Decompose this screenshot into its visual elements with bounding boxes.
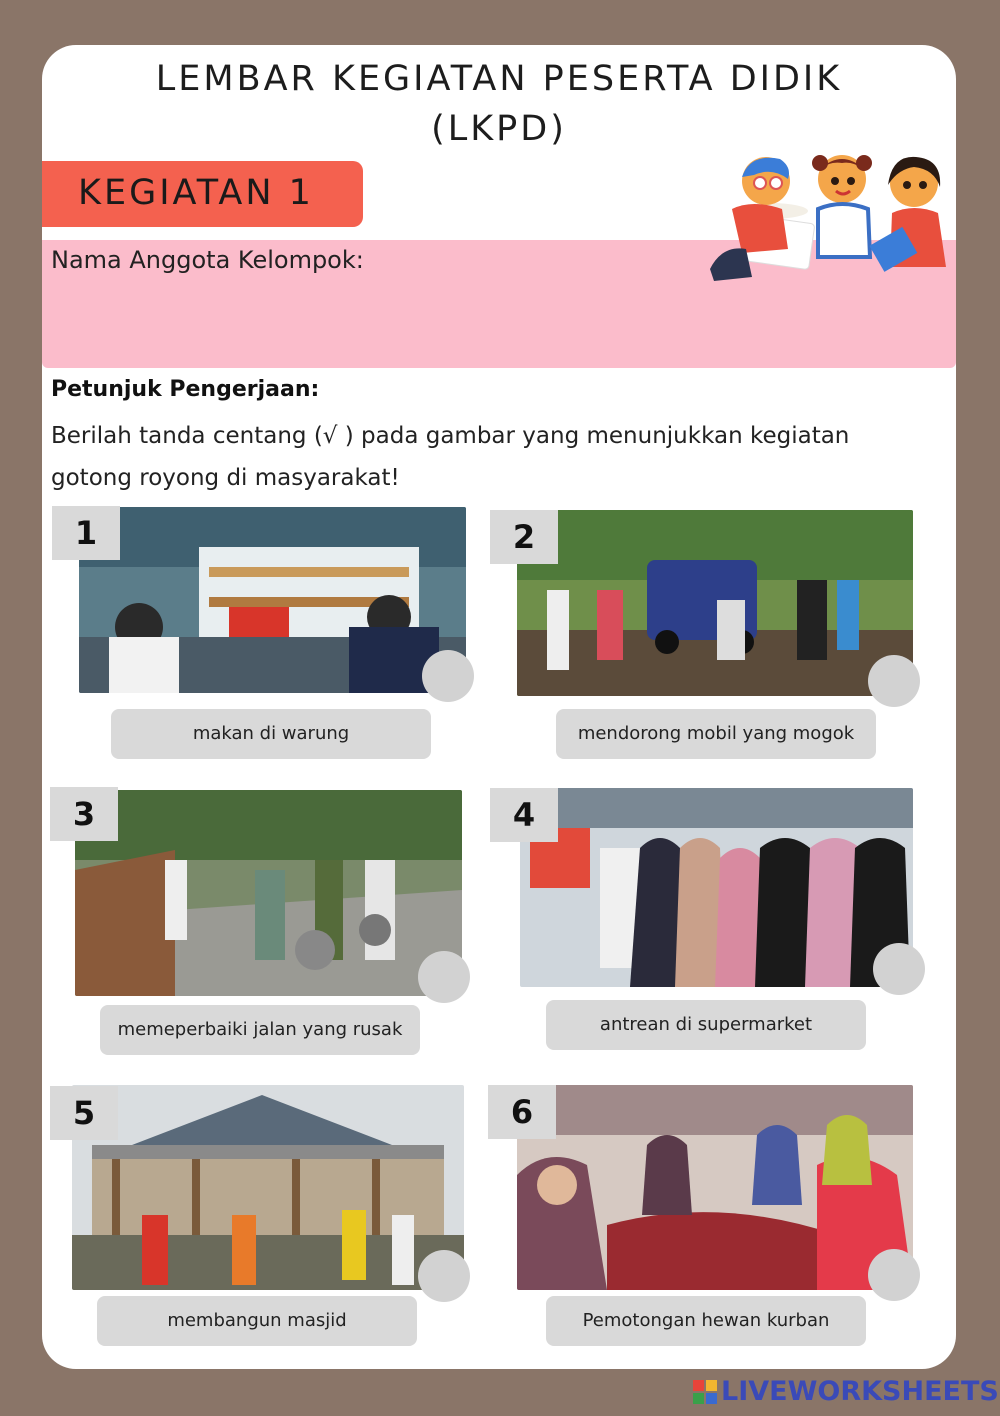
photo-sacrifice-meat <box>517 1085 913 1290</box>
checkbox-item-4[interactable] <box>873 943 925 995</box>
item-number-1: 1 <box>52 506 120 560</box>
item-label-4: antrean di supermarket <box>546 1000 866 1050</box>
photo-road-repair <box>75 790 462 996</box>
page-subtitle: (LKPD) <box>431 109 567 149</box>
photo-supermarket-queue <box>520 788 913 987</box>
liveworksheets-wordmark: LIVEWORKSHEETS <box>721 1376 999 1407</box>
children-illustration <box>702 149 956 289</box>
item-label-1: makan di warung <box>111 709 431 759</box>
item-label-2: mendorong mobil yang mogok <box>556 709 876 759</box>
item-number-5: 5 <box>50 1086 118 1140</box>
checkbox-item-2[interactable] <box>868 655 920 707</box>
liveworksheets-logo[interactable] <box>693 1374 999 1410</box>
instructions-heading: Petunjuk Pengerjaan: <box>51 377 320 402</box>
instructions-text: Berilah tanda centang (√ ) pada gambar yang menunjukkan kegiatan gotong royong di masyarakat! <box>51 423 850 491</box>
photo-warung <box>79 507 466 693</box>
group-names-label: Nama Anggota Kelompok: <box>51 246 364 274</box>
checkbox-item-5[interactable] <box>418 1250 470 1302</box>
item-number-2: 2 <box>490 510 558 564</box>
liveworksheets-logo-icon <box>693 1380 717 1404</box>
worksheet-page <box>42 45 956 1369</box>
page-title: LEMBAR KEGIATAN PESERTA DIDIK <box>155 59 843 99</box>
activity-banner <box>42 161 363 227</box>
item-number-4: 4 <box>490 788 558 842</box>
item-number-3: 3 <box>50 787 118 841</box>
item-label-6: Pemotongan hewan kurban <box>546 1296 866 1346</box>
photo-build-mosque <box>72 1085 464 1290</box>
photo-push-car <box>517 510 913 696</box>
item-label-3: memeperbaiki jalan yang rusak <box>100 1005 420 1055</box>
item-number-6: 6 <box>488 1085 556 1139</box>
checkbox-item-6[interactable] <box>868 1249 920 1301</box>
checkbox-item-1[interactable] <box>422 650 474 702</box>
checkbox-item-3[interactable] <box>418 951 470 1003</box>
item-label-5: membangun masjid <box>97 1296 417 1346</box>
activity-banner-label: KEGIATAN 1 <box>78 173 314 213</box>
